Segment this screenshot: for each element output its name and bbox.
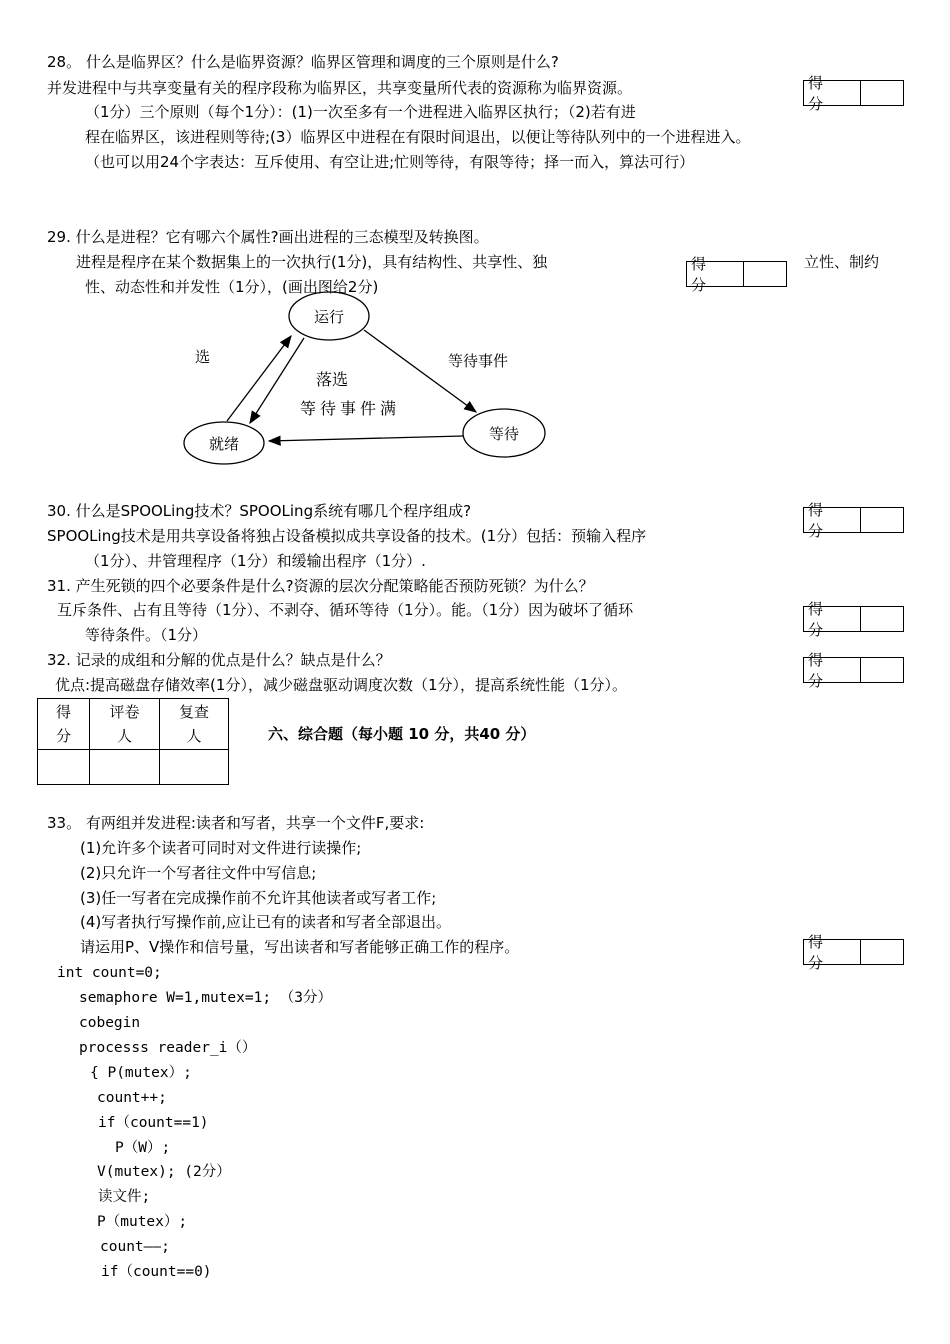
q29-answer-line-1-tail: 立性、制约 — [804, 253, 880, 271]
code-line: V(mutex); (2分） — [97, 1164, 231, 1180]
section-six-heading: 六、综合题（每小题 10 分，共40 分） — [268, 725, 536, 743]
score-label: 得 分 — [804, 508, 861, 532]
label-select: 选 — [195, 348, 211, 366]
q33-instruction: 请运用P、V操作和信号量，写出读者和写者能够正确工作的程序。 — [80, 938, 520, 956]
grader-checker-header — [160, 699, 229, 750]
process-state-diagram — [170, 290, 560, 465]
q29-question: 29. 什么是进程？它有哪六个属性?画出进程的三态模型及转换图。 — [47, 228, 489, 246]
label-wait-event: 等待事件 — [448, 352, 509, 370]
score-box-q28 — [803, 74, 904, 113]
score-value-field[interactable] — [861, 508, 903, 532]
score-value-field[interactable] — [861, 940, 903, 964]
q31-question: 31. 产生死锁的四个必要条件是什么?资源的层次分配策略能否预防死锁？为什么？ — [47, 577, 594, 595]
q28-question: 28。 什么是临界区？什么是临界资源？临界区管理和调度的三个原则是什么? — [47, 53, 559, 71]
grader-score-cell[interactable] — [38, 750, 90, 785]
grader-checker-cell[interactable] — [160, 750, 229, 785]
q29-answer-line-2: 性、动态性和并发性（1分），(画出图给2分) — [85, 278, 379, 296]
q30-question: 30. 什么是SPOOLing技术？SPOOLing系统有哪几个程序组成? — [47, 502, 472, 520]
q31-answer-line-1: 互斥条件、占有且等待（1分）、不剥夺、循环等待（1分）。能。（1分）因为破坏了循环 — [57, 601, 634, 619]
grader-score-header-text-1: 得 — [55, 703, 71, 721]
q29-answer-line-1: 进程是程序在某个数据集上的一次执行(1分)，具有结构性、共享性、独 — [76, 253, 548, 271]
arrow-waiting-to-ready — [269, 436, 463, 441]
code-line: semaphore W=1,mutex=1; （3分） — [79, 990, 333, 1006]
score-label: 得 分 — [804, 607, 861, 631]
q32-answer-line-1: 优点:提高磁盘存储效率(1分），减少磁盘驱动调度次数（1分），提高系统性能（1分）。 — [55, 676, 628, 694]
code-line: cobegin — [79, 1015, 141, 1031]
q28-answer-line-4: （也可以用24个字表达：互斥使用、有空让进;忙则等待，有限等待；择一而入，算法可行） — [85, 153, 695, 171]
code-line: processs reader_i（） — [79, 1040, 257, 1056]
score-box-q33 — [803, 933, 904, 972]
score-label: 得 分 — [804, 940, 861, 964]
score-value-field[interactable] — [744, 262, 786, 286]
score-value-field[interactable] — [861, 658, 903, 682]
q31-answer-line-2: 等待条件。（1分） — [85, 626, 208, 644]
score-value-field[interactable] — [861, 81, 903, 105]
q28-answer-line-1: 并发进程中与共享变量有关的程序段称为临界区，共享变量所代表的资源称为临界资源。 — [47, 79, 633, 97]
grader-reviewer-cell[interactable] — [90, 750, 160, 785]
score-box-q29 — [686, 255, 787, 294]
grader-reviewer-header — [90, 699, 160, 750]
state-running-label: 运行 — [313, 308, 345, 326]
q33-requirement-2: (2)只允许一个写者往文件中写信息; — [80, 864, 317, 882]
q33-question: 33。 有两组并发进程:读者和写者，共享一个文件F,要求: — [47, 814, 425, 832]
q33-requirement-4: (4)写者执行写操作前,应让已有的读者和写者全部退出。 — [80, 913, 452, 931]
grader-table — [37, 698, 229, 785]
code-line: int count=0; — [57, 965, 162, 981]
score-box-q30 — [803, 501, 904, 540]
score-box-q32 — [803, 651, 904, 690]
grader-reviewer-header-text-1: 评卷 — [109, 703, 140, 721]
score-label: 得 分 — [804, 658, 861, 682]
label-event-done: 等待事件满 — [300, 399, 401, 418]
score-value-field[interactable] — [861, 607, 903, 631]
q33-requirement-1: (1)允许多个读者可同时对文件进行读操作; — [80, 839, 362, 857]
code-line: count——; — [100, 1239, 170, 1255]
q28-answer-line-2: （1分）三个原则（每个1分）：(1)一次至多有一个进程进入临界区执行；（2)若有进 — [85, 103, 636, 121]
grader-checker-header-text-2: 人 — [186, 727, 202, 745]
code-line: 读文件; — [98, 1189, 151, 1205]
code-line: count++; — [97, 1090, 167, 1106]
score-label: 得 分 — [687, 262, 744, 286]
grader-score-header-text-2: 分 — [55, 727, 71, 745]
code-line: { P(mutex）; — [90, 1065, 192, 1081]
grader-score-header — [38, 699, 90, 750]
q33-requirement-3: (3)任一写者在完成操作前不允许其他读者或写者工作; — [80, 889, 437, 907]
q30-answer-line-1: SPOOLing技术是用共享设备将独占设备模拟成共享设备的技术。(1分）包括：预输入程序 — [47, 527, 647, 545]
score-label: 得 分 — [804, 81, 861, 105]
label-drop: 落选 — [316, 370, 349, 389]
code-line: P（mutex）; — [97, 1214, 188, 1230]
q32-question: 32. 记录的成组和分解的优点是什么？缺点是什么？ — [47, 651, 391, 669]
code-line: if（count==1) — [98, 1115, 209, 1131]
q30-answer-line-2: （1分）、井管理程序（1分）和缓输出程序（1分）. — [85, 552, 426, 570]
code-line: P（W）; — [115, 1140, 171, 1156]
score-box-q31 — [803, 600, 904, 639]
grader-checker-header-text-1: 复查 — [178, 703, 209, 721]
state-ready-label: 就绪 — [208, 435, 240, 453]
code-line: if（count==0) — [101, 1264, 212, 1280]
q28-answer-line-3: 程在临界区，该进程则等待;(3）临界区中进程在有限时间退出，以便让等待队列中的一个进程进入。 — [85, 128, 751, 146]
grader-reviewer-header-text-2: 人 — [116, 727, 132, 745]
state-waiting-label: 等待 — [488, 425, 520, 443]
